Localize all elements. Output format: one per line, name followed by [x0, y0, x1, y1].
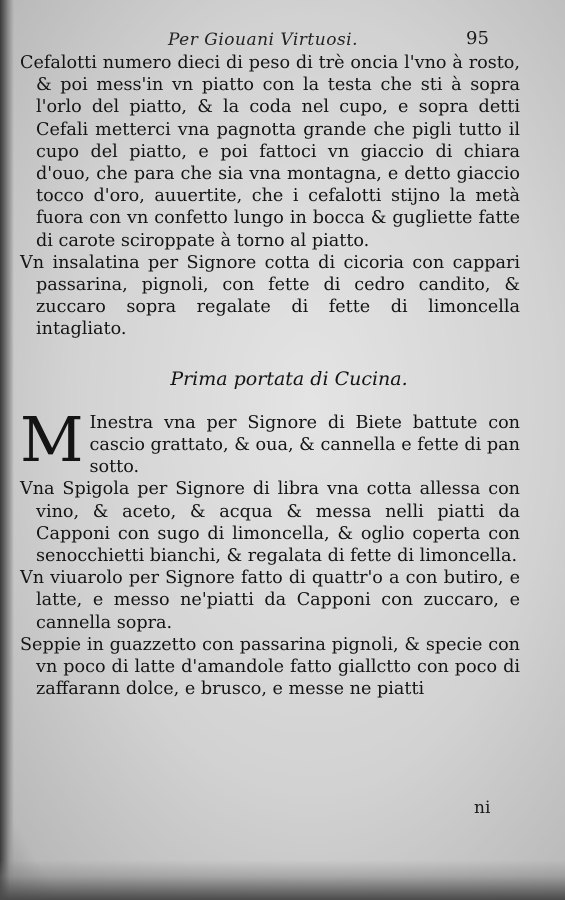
paragraph-viuarolo: Vn viuarolo per Signore fatto di quattr'o a con butiro, e latte, e messo ne'piatti da Capponi con zuccaro, e cannella sopra. — [20, 568, 520, 633]
catchword: ni — [474, 798, 491, 818]
text-block — [20, 52, 520, 700]
paragraph-spigola: Vna Spigola per Signore di libra vna cotta allessa con vino, & aceto, & acqua & messa nelli piatti da Capponi con sugo di limoncella, & oglio coperta con senocchietti bianchi, & regalata di fette di limoncella. — [20, 479, 520, 567]
page-number: 95 — [466, 28, 489, 49]
page-bottom-shadow — [0, 860, 565, 900]
section-title: Prima portata di Cucina. — [170, 367, 408, 390]
paragraph-insalatina: Vn insalatina per Signore cotta di cicoria con cappari passarina, pignoli, con fette di cedro candito, & zuccaro sopra regalate di fette di limoncella intagliato. — [20, 252, 520, 340]
running-head: Per Giouani Virtuosi. — [168, 30, 359, 50]
drop-cap: M — [20, 402, 84, 476]
page-left-shadow — [0, 0, 14, 900]
paragraph-minestra — [20, 402, 520, 479]
paragraph-cefalotti: Cefalotti numero dieci di peso di trè oncia l'vno à rosto, & poi mess'in vn piatto con la testa che sti à sopra l'orlo del piatto, & la coda nel cupo, e sopra detti Cefali metterci vna pagnotta grande che pigli tutto il cupo del piatto, e poi fattoci vn giaccio di chiara d'ouo, che para che sia vna montagna, e detto giaccio tocco d'oro, auuertite, che i cefalotti stijno la metà fuora con vn confetto lungo in bocca & gugliette fatte di carote sciroppate à torno al piatto. — [20, 53, 520, 251]
paragraph-minestra-text: Inestra vna per Signore di Biete battute con cascio grattato, & oua, & cannella e fette di pan sotto. — [89, 412, 520, 478]
paragraph-seppie: Seppie in guazzetto con passarina pignoli, & specie con vn poco di latte d'amandole fatto giallctto con poco di zaffarann dolce, e brusco, e messe ne piatti — [20, 634, 520, 700]
